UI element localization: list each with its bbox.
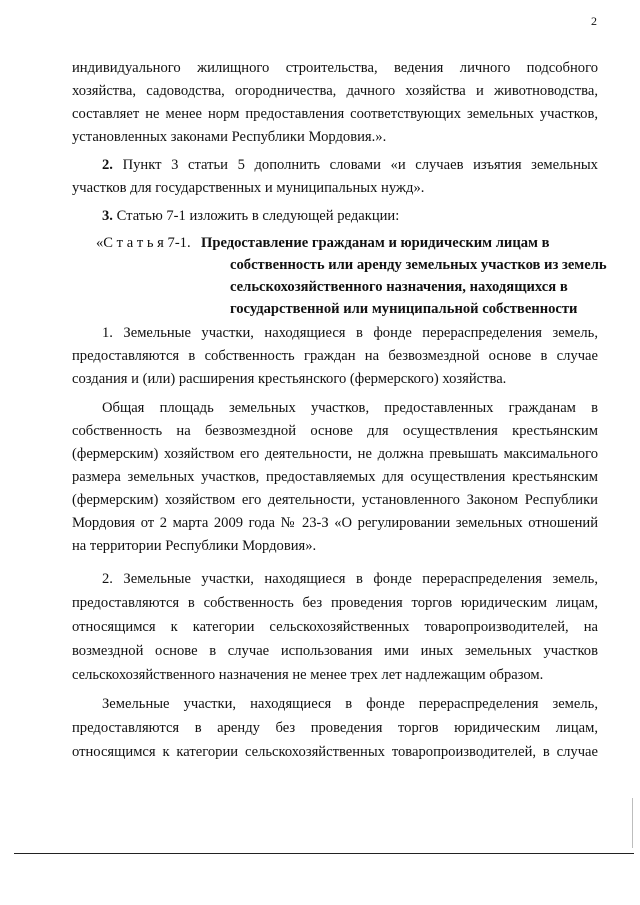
text-line: создания и (или) расширения крестьянского (фермерского) хозяйства. [72,371,507,387]
item-number: 3. [102,208,113,224]
text-line: относящимся к категории сельскохозяйственных товаропроизводителей, в случае [72,744,598,760]
item-text: Пункт 3 статьи 5 дополнить словами «и случаев изъятия земельных [122,157,598,173]
text-line: установленных законами Республики Мордовия.». [72,129,387,145]
item-number: 2. [102,157,113,173]
text-line: Земельные участки, находящиеся в фонде перераспределения земель, [102,696,598,712]
article-title-line: государственной или муниципальной собственности [230,301,578,317]
text-line: сельскохозяйственного назначения не менее трех лет надлежащим образом. [72,667,544,683]
text-line: размера земельных участков, предоставляемых для осуществления крестьянским [72,469,598,485]
scan-edge-line [632,798,633,848]
text-line: Общая площадь земельных участков, предоставленных гражданам в [102,400,598,416]
text-line: Мордовия от 2 марта 2009 года № 23-З «О регулировании земельных отношений [72,515,598,531]
text-line: хозяйства, садоводства, огородничества, дачного хозяйства и животноводства, [72,83,598,99]
article-title-line: собственность или аренду земельных участков из земель [230,257,607,273]
text-line: предоставляются в собственность без проведения торгов юридическим лицам, [72,595,598,611]
item-3 [102,205,598,227]
text-line: относящимся к категории сельскохозяйственных товаропроизводителей, на [72,619,598,635]
page-number: 2 [591,14,597,28]
article-title-line: Предоставление гражданам и юридическим лицам в [201,235,550,251]
article-prefix: «С т а т ь я 7-1. [96,235,191,251]
text-line: предоставляются в собственность граждан на безвозмездной основе в случае [72,348,598,364]
text-line: на территории Республики Мордовия». [72,538,317,554]
text-line: возмездной основе в случае использования ими иных земельных участков [72,643,598,659]
item-text: Статью 7-1 изложить в следующей редакции: [116,208,400,224]
bottom-rule [14,853,634,854]
text-line: (фермерским) хозяйством его деятельности, не должна превышать максимального [72,446,598,462]
article-title-line: сельскохозяйственного назначения, находящихся в [230,279,568,295]
text-line: составляет не менее норм предоставления соответствующих земельных участков, [72,106,598,122]
text-line: предоставляются в аренду без проведения торгов юридическим лицам, [72,720,598,736]
text-line: 1. Земельные участки, находящиеся в фонде перераспределения земель, [102,325,598,341]
text-line: собственность на безвозмездной основе для осуществления крестьянским [72,423,598,439]
text-line: (фермерским) хозяйством его деятельности, установленного Законом Республики [72,492,598,508]
text-line: 2. Земельные участки, находящиеся в фонде перераспределения земель, [102,571,598,587]
text-line: участков для государственных и муниципальных нужд». [72,180,425,196]
text-line [102,154,598,176]
text-line: индивидуального жилищного строительства, ведения личного подсобного [72,60,598,76]
